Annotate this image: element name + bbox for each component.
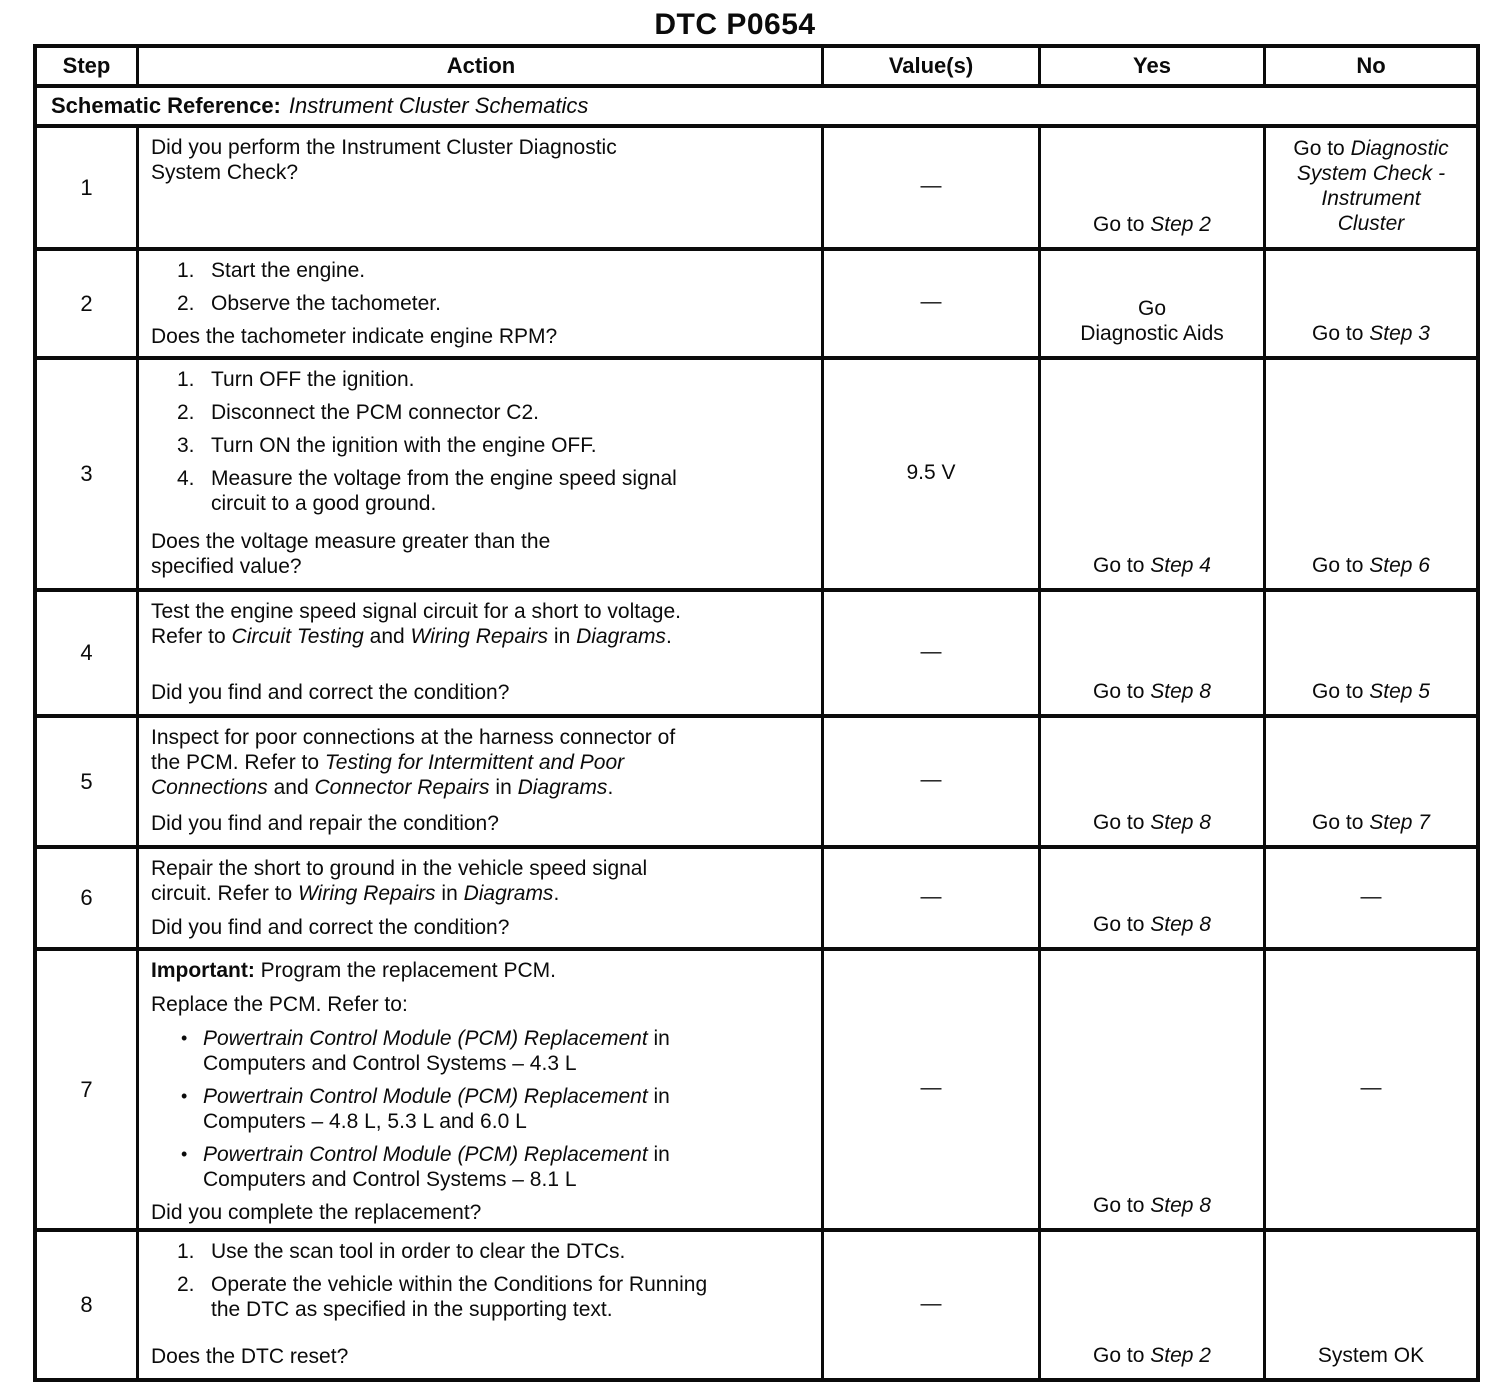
text-line — [211, 491, 811, 516]
text-segment: Did you complete the replacement? — [151, 1201, 482, 1224]
text-line — [211, 367, 811, 392]
value-cell — [824, 360, 1041, 588]
yes-cell — [1041, 951, 1266, 1228]
step-cell — [37, 718, 139, 845]
value-cell — [824, 849, 1041, 947]
text-segment: Step 5 — [1369, 680, 1430, 703]
list-item-text — [203, 1142, 811, 1192]
action-cell — [139, 128, 824, 247]
text-segment: circuit. Refer to — [151, 882, 299, 905]
no-cell — [1266, 128, 1476, 247]
no-cell — [1266, 1232, 1476, 1378]
text-segment: . — [553, 882, 560, 905]
text-segment: Go to — [1312, 554, 1370, 577]
text-line — [203, 1142, 811, 1167]
text-line — [921, 289, 942, 314]
step-number: 6 — [80, 885, 93, 910]
column-header-values: Value(s) — [824, 48, 1041, 84]
text-line — [1338, 211, 1405, 236]
text-line — [151, 856, 811, 881]
text-line — [203, 1026, 811, 1051]
no-cell — [1266, 849, 1476, 947]
text-segment: in — [435, 882, 464, 905]
action-cell — [139, 360, 824, 588]
table-row — [37, 951, 1476, 1232]
action-question — [151, 529, 811, 579]
text-segment: Step 2 — [1150, 213, 1211, 236]
action-question — [151, 1344, 811, 1369]
text-segment: Did you find and correct the condition? — [151, 681, 510, 704]
text-segment: Step 2 — [1150, 1344, 1211, 1367]
step-number: 5 — [80, 768, 93, 794]
text-segment: Step 3 — [1369, 322, 1430, 345]
text-line — [1297, 161, 1445, 186]
action-cell — [139, 951, 824, 1228]
text-segment: . — [665, 625, 672, 648]
text-segment: Go to — [1093, 680, 1151, 703]
text-segment: — — [920, 174, 942, 197]
text-segment: and — [267, 776, 315, 799]
list-item — [177, 400, 811, 425]
action-paragraph — [151, 856, 811, 906]
table-row — [37, 849, 1476, 951]
yes-cell — [1041, 360, 1266, 588]
text-segment: Measure the voltage from the engine speed signal — [211, 467, 677, 490]
text-segment: Turn ON the ignition with the engine OFF. — [211, 434, 597, 457]
text-line — [1312, 553, 1430, 578]
list-number: 3. — [177, 434, 195, 457]
text-segment: Connections — [151, 776, 268, 799]
text-line — [151, 554, 811, 579]
step-cell — [37, 1232, 139, 1378]
yes-cell — [1041, 128, 1266, 247]
text-segment: Disconnect the PCM connector C2. — [211, 401, 539, 424]
action-question — [151, 324, 811, 349]
text-segment: Computers and Control Systems – 4.3 L — [203, 1052, 577, 1075]
column-header-action: Action — [139, 48, 824, 84]
text-line — [1093, 212, 1211, 237]
text-line — [211, 1239, 811, 1264]
text-line — [211, 1297, 811, 1322]
text-segment: Wiring Repairs — [410, 625, 549, 648]
text-line — [211, 400, 811, 425]
text-segment: System Check - — [1296, 161, 1446, 185]
list-item — [177, 291, 811, 316]
text-segment: Step 4 — [1150, 554, 1211, 577]
list-item — [177, 1142, 811, 1192]
step-number: 4 — [80, 640, 93, 665]
list-number: 2. — [177, 401, 195, 424]
text-segment: Go to — [1312, 322, 1370, 345]
text-line — [1093, 1343, 1211, 1368]
step-number: 3 — [80, 461, 93, 486]
text-segment: Powertrain Control Module (PCM) Replacement — [203, 1085, 648, 1108]
list-number: 1. — [177, 1240, 195, 1263]
list-item — [177, 433, 811, 458]
list-item — [177, 466, 811, 516]
text-segment: Important: — [151, 959, 255, 982]
text-line — [1312, 679, 1430, 704]
text-segment: Program the replacement PCM. — [254, 959, 556, 982]
text-segment: Computers and Control Systems – 8.1 L — [203, 1168, 577, 1191]
text-line — [151, 992, 811, 1017]
text-line — [151, 775, 811, 800]
text-line — [151, 135, 811, 160]
list-item-text — [211, 258, 811, 283]
yes-cell — [1041, 592, 1266, 714]
table-row — [37, 1232, 1476, 1378]
text-segment: Step 8 — [1150, 680, 1211, 703]
text-segment: Does the tachometer indicate engine RPM? — [151, 325, 558, 348]
dtc-table — [33, 44, 1480, 1382]
text-segment: Start the engine. — [211, 259, 366, 282]
step-cell — [37, 128, 139, 247]
text-line — [203, 1051, 811, 1076]
text-line — [921, 1291, 942, 1316]
bullet-icon: • — [181, 1144, 188, 1164]
text-line — [211, 258, 811, 283]
text-line — [211, 466, 811, 491]
text-segment: Replace the PCM. Refer to: — [151, 993, 408, 1016]
text-segment: — — [920, 639, 942, 663]
text-line — [1093, 1193, 1211, 1218]
list-item-text — [211, 400, 811, 425]
numbered-list — [151, 1239, 811, 1330]
text-segment: Go to — [1312, 680, 1370, 703]
list-item-text — [211, 433, 811, 458]
text-line — [1321, 186, 1420, 211]
text-line — [151, 750, 811, 775]
text-line — [1138, 296, 1166, 321]
text-segment: Computers – 4.8 L, 5.3 L and 6.0 L — [203, 1110, 527, 1133]
text-segment: Connector Repairs — [314, 776, 490, 799]
action-cell — [139, 592, 824, 714]
step-cell — [37, 951, 139, 1228]
text-segment: Go to — [1312, 811, 1370, 834]
bullet-icon: • — [181, 1028, 188, 1048]
text-segment: — — [920, 1076, 942, 1099]
action-cell — [139, 251, 824, 356]
action-question — [151, 915, 811, 940]
text-line — [1093, 810, 1211, 835]
table-row — [37, 360, 1476, 592]
action-cell — [139, 718, 824, 845]
text-line — [921, 173, 942, 198]
text-segment: Turn OFF the ignition. — [211, 368, 415, 391]
no-cell — [1266, 251, 1476, 356]
list-item-text — [211, 1272, 811, 1322]
text-segment: Test the engine speed signal circuit for a short to voltage. — [151, 600, 681, 623]
text-line — [1312, 321, 1430, 346]
text-line — [151, 324, 811, 349]
text-line — [921, 884, 942, 909]
list-item — [177, 258, 811, 283]
text-segment: System Check? — [151, 161, 299, 184]
text-line — [203, 1084, 811, 1109]
text-segment: Operate the vehicle within the Conditions for Running — [211, 1273, 708, 1296]
text-segment: in — [548, 625, 577, 648]
bullet-list — [151, 1026, 811, 1200]
text-segment: in — [647, 1085, 670, 1108]
action-cell — [139, 849, 824, 947]
text-segment: in — [647, 1143, 670, 1166]
list-number: 2. — [177, 292, 195, 315]
column-header-no: No — [1356, 53, 1386, 78]
text-segment: — — [1360, 1076, 1382, 1099]
schematic-reference-label: Schematic Reference: — [51, 93, 281, 118]
text-line — [151, 160, 811, 185]
text-segment: Did you find and correct the condition? — [151, 916, 510, 939]
text-segment: Go to — [1093, 1194, 1151, 1217]
text-line — [151, 958, 811, 983]
text-segment: the PCM. Refer to — [151, 751, 325, 774]
value-cell — [824, 592, 1041, 714]
text-line — [211, 291, 811, 316]
text-segment: specified value? — [151, 555, 302, 578]
yes-cell — [1041, 849, 1266, 947]
text-line — [211, 1272, 811, 1297]
step-cell — [37, 592, 139, 714]
text-segment: Did you find and repair the condition? — [151, 812, 499, 835]
no-cell — [1266, 360, 1476, 588]
table-row — [37, 251, 1476, 360]
text-line — [1361, 884, 1382, 909]
value-cell — [824, 951, 1041, 1228]
text-segment: Go to — [1093, 1344, 1151, 1367]
text-line — [1093, 553, 1211, 578]
table-row — [37, 128, 1476, 251]
text-line — [151, 1200, 811, 1225]
text-line — [151, 680, 811, 705]
schematic-reference — [37, 88, 1476, 124]
text-line — [151, 624, 811, 649]
text-segment: Repair the short to ground in the vehicle speed signal — [151, 857, 648, 880]
action-question — [151, 811, 811, 836]
text-line — [203, 1167, 811, 1192]
step-cell — [37, 251, 139, 356]
list-item — [177, 1084, 811, 1134]
text-line — [1318, 1343, 1424, 1368]
list-item-text — [211, 466, 811, 516]
text-segment: Observe the tachometer. — [211, 292, 441, 315]
action-paragraph — [151, 599, 811, 649]
text-line — [1080, 321, 1224, 346]
schematic-reference-row — [37, 88, 1476, 128]
text-segment: Does the DTC reset? — [151, 1345, 349, 1368]
action-question — [151, 680, 811, 705]
text-segment: Cluster — [1337, 211, 1405, 235]
text-line — [921, 1075, 942, 1100]
step-cell — [37, 849, 139, 947]
numbered-list — [151, 258, 811, 324]
step-number: 8 — [80, 1292, 93, 1317]
text-segment: Powertrain Control Module (PCM) Replacement — [203, 1143, 648, 1166]
step-number: 2 — [80, 290, 93, 316]
text-line — [151, 599, 811, 624]
text-line — [151, 1344, 811, 1369]
text-segment: — — [920, 1291, 942, 1315]
list-item-text — [203, 1084, 811, 1134]
table-row — [37, 718, 1476, 849]
text-segment: circuit to a good ground. — [211, 492, 437, 515]
text-segment: Diagnostic Aids — [1080, 322, 1224, 345]
text-segment: Refer to — [151, 625, 232, 648]
text-segment: Step 8 — [1150, 811, 1211, 834]
text-segment: in — [647, 1027, 670, 1050]
text-line — [921, 639, 942, 664]
text-segment: Circuit Testing — [231, 625, 364, 648]
column-header-step: Step — [37, 48, 139, 84]
table-header-row — [37, 48, 1476, 88]
list-item-text — [203, 1026, 811, 1076]
text-segment: Go to — [1093, 554, 1151, 577]
list-number: 4. — [177, 467, 195, 490]
text-line — [921, 767, 942, 792]
action-cell — [139, 1232, 824, 1378]
action-question — [151, 1200, 811, 1225]
step-cell — [37, 360, 139, 588]
action-paragraph — [151, 135, 811, 185]
action-paragraph — [151, 725, 811, 800]
text-line — [203, 1109, 811, 1134]
text-segment: Go to — [1093, 811, 1151, 834]
text-segment: 9.5 V — [906, 460, 956, 484]
schematic-reference-value: Instrument Cluster Schematics — [288, 93, 589, 118]
list-item — [177, 367, 811, 392]
text-segment: . — [607, 776, 614, 799]
text-segment: Diagrams — [463, 882, 554, 905]
text-line — [151, 725, 811, 750]
text-line — [151, 529, 811, 554]
text-line — [1093, 912, 1211, 937]
value-cell — [824, 128, 1041, 247]
no-cell — [1266, 718, 1476, 845]
text-segment: — — [920, 768, 942, 791]
action-paragraph — [151, 958, 811, 983]
text-segment: the DTC as specified in the supporting text. — [211, 1298, 613, 1321]
text-segment: System OK — [1317, 1344, 1425, 1367]
column-header-yes: Yes — [1041, 48, 1266, 84]
text-line — [1293, 136, 1448, 161]
text-segment: Step 6 — [1369, 554, 1430, 577]
list-item-text — [211, 291, 811, 316]
text-segment: Step 8 — [1150, 1194, 1211, 1217]
text-segment: Step 8 — [1150, 913, 1211, 936]
text-segment: Go to — [1093, 213, 1151, 236]
text-segment: — — [920, 290, 942, 313]
page-title: DTC P0654 — [654, 8, 816, 41]
text-segment: and — [363, 625, 411, 648]
list-item — [177, 1272, 811, 1322]
text-line — [151, 915, 811, 940]
text-segment: Instrument — [1321, 186, 1421, 210]
text-segment: Does the voltage measure greater than the — [151, 530, 551, 553]
list-number: 2. — [177, 1273, 195, 1296]
text-segment: Did you perform the Instrument Cluster Diagnostic — [151, 136, 617, 159]
text-segment: — — [920, 884, 942, 908]
text-segment: Go — [1137, 297, 1166, 320]
text-segment: Step 7 — [1369, 811, 1430, 834]
text-segment: Diagrams — [517, 776, 608, 799]
text-segment: Diagrams — [576, 625, 666, 648]
text-segment: Diagnostic — [1350, 136, 1449, 160]
step-number: 1 — [80, 174, 93, 200]
no-cell — [1266, 592, 1476, 714]
list-number: 1. — [177, 259, 195, 282]
text-line — [151, 811, 811, 836]
value-cell — [824, 718, 1041, 845]
step-number: 7 — [80, 1076, 93, 1102]
no-cell — [1266, 951, 1476, 1228]
text-segment: — — [1360, 884, 1382, 908]
list-number: 1. — [177, 368, 195, 391]
text-line — [151, 881, 811, 906]
table-row — [37, 592, 1476, 718]
yes-cell — [1041, 718, 1266, 845]
text-line — [906, 460, 955, 485]
value-cell — [824, 1232, 1041, 1378]
text-line — [1093, 679, 1211, 704]
list-item — [177, 1239, 811, 1264]
numbered-list — [151, 367, 811, 524]
value-cell — [824, 251, 1041, 356]
text-line — [1361, 1075, 1382, 1100]
bullet-icon: • — [181, 1086, 188, 1106]
yes-cell — [1041, 1232, 1266, 1378]
text-segment: in — [489, 776, 518, 799]
list-item-text — [211, 367, 811, 392]
text-segment: Go to — [1093, 913, 1151, 936]
list-item-text — [211, 1239, 811, 1264]
yes-cell — [1041, 251, 1266, 356]
text-segment: Testing for Intermittent and Poor — [324, 751, 625, 774]
text-line — [1312, 810, 1430, 835]
text-segment: Go to — [1293, 136, 1351, 160]
text-segment: Wiring Repairs — [298, 882, 436, 905]
text-segment: Inspect for poor connections at the harness connector of — [151, 726, 676, 749]
list-item — [177, 1026, 811, 1076]
action-paragraph — [151, 992, 811, 1017]
text-line — [211, 433, 811, 458]
text-segment: Powertrain Control Module (PCM) Replacement — [203, 1027, 648, 1050]
text-segment: Use the scan tool in order to clear the DTCs. — [211, 1240, 626, 1263]
